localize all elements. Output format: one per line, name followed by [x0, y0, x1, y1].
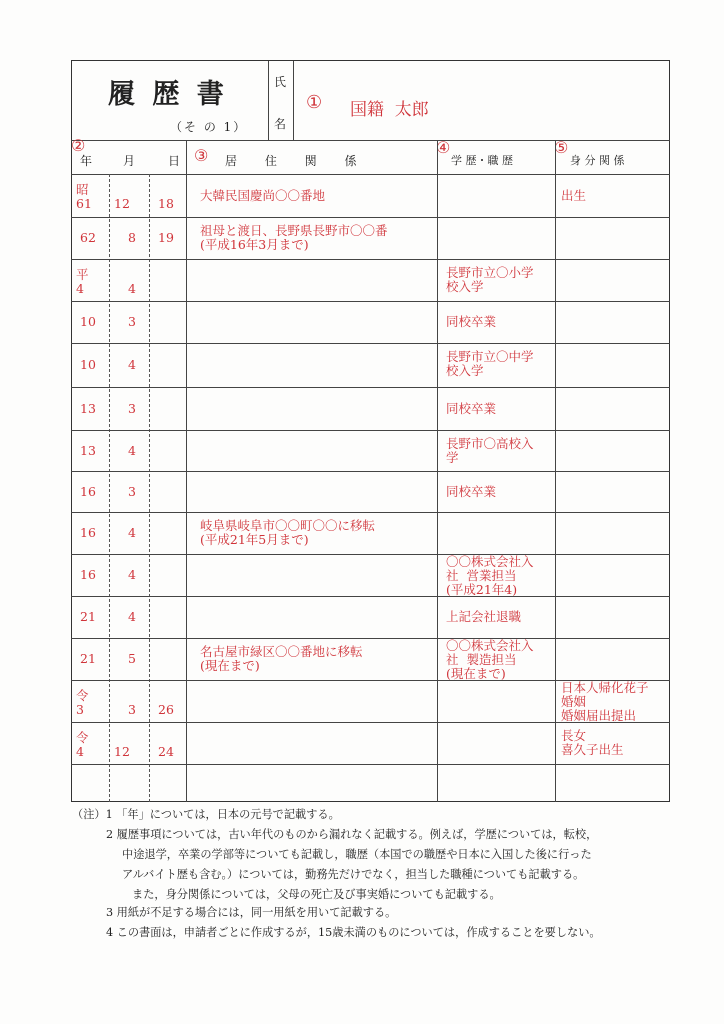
residence-text: (現在まで) — [200, 658, 260, 673]
note-2-cont-1: 中途退学，卒業の学部等についても記載し，職歴（本国での職歴や日本に入国した後に行った — [122, 848, 592, 861]
col-line-month — [109, 174, 110, 802]
row-separator — [71, 217, 670, 218]
status-text: 出生 — [561, 187, 587, 203]
row-separator — [71, 259, 670, 260]
education-text: 社 営業担当 — [446, 568, 517, 583]
education-text: 長野市立〇小学 — [446, 265, 534, 280]
residence-text: 大韓民国慶尚〇〇番地 — [200, 187, 326, 203]
row-separator — [71, 512, 670, 513]
note-1: （注）1 「年」については，日本の元号で記載する。 — [72, 808, 340, 821]
residence-marker: ③ — [194, 146, 209, 165]
education-text: 同校卒業 — [446, 314, 497, 329]
row-separator — [71, 301, 670, 302]
date-month: 8 — [128, 230, 136, 245]
name-label-2: 名 — [274, 117, 287, 131]
row-separator — [71, 387, 670, 388]
date-year: 16 — [80, 525, 96, 540]
row-separator — [71, 343, 670, 344]
date-year: 3 — [76, 702, 84, 717]
date-month: 3 — [128, 314, 136, 329]
date-year: 16 — [80, 483, 96, 499]
status-text: 婚姻 — [561, 694, 587, 709]
status-marker: ⑤ — [554, 138, 569, 157]
name-label-1: 氏 — [274, 75, 287, 89]
date-month: 4 — [128, 567, 136, 582]
date-day: 19 — [158, 230, 174, 245]
residence-text: 祖母と渡日、長野県長野市〇〇番 — [200, 223, 388, 238]
education-text: 同校卒業 — [446, 400, 497, 416]
education-text: 同校卒業 — [446, 483, 497, 499]
date-day: 26 — [158, 702, 174, 717]
date-month: 5 — [128, 651, 136, 666]
education-marker: ④ — [436, 138, 451, 157]
row-separator — [71, 430, 670, 431]
date-month: 4 — [128, 609, 136, 624]
date-day: 24 — [158, 744, 174, 759]
date-month: 3 — [128, 702, 136, 717]
date-month: 12 — [114, 744, 130, 759]
status-text: 喜久子出生 — [561, 742, 624, 757]
header-divider-1 — [268, 61, 269, 140]
education-text: 長野市〇高校入 — [446, 436, 534, 451]
form-title: 履 歴 書 — [108, 79, 228, 110]
date-month: 3 — [128, 483, 136, 499]
date-year: 4 — [76, 744, 84, 759]
date-month: 12 — [114, 196, 130, 211]
residence-text: (平成16年3月まで) — [200, 237, 309, 252]
col-education: 学 歴・職 歴 — [451, 154, 513, 167]
date-era: 昭 — [76, 182, 89, 197]
col-day: 日 — [168, 154, 182, 168]
education-text: 〇〇株式会社入 — [446, 554, 534, 569]
col-line-day — [149, 174, 150, 802]
row-separator — [71, 471, 670, 472]
col-residence: 居 住 関 係 — [225, 154, 358, 168]
note-3: 3 用紙が不足する場合には，同一用紙を用いて記載する。 — [106, 906, 397, 919]
name-value: 国籍 太郎 — [350, 100, 429, 120]
education-text: 学 — [446, 450, 459, 465]
date-era: 令 — [76, 688, 89, 703]
status-text: 日本人帰化花子 — [561, 680, 649, 695]
status-text: 長女 — [561, 728, 587, 743]
status-text: 婚姻届出提出 — [561, 708, 637, 723]
date-year: 21 — [80, 609, 96, 624]
date-year: 61 — [76, 196, 92, 211]
date-year: 13 — [80, 442, 96, 458]
header-divider-2 — [293, 61, 294, 140]
education-text: 校入学 — [446, 363, 484, 378]
note-2: 2 履歴事項については，古い年代のものから漏れなく記載する。例えば，学歴については，転校， — [106, 828, 598, 841]
col-year: 年 — [80, 154, 94, 168]
header-bottom-line — [71, 140, 670, 141]
col-status: 身 分 関 係 — [570, 154, 625, 167]
residence-text: 名古屋市緑区〇〇番地に移転 — [200, 644, 363, 659]
note-2-cont-2: アルバイト歴も含む。）については，勤務先だけでなく，担当した職種についても記載する。 — [122, 868, 585, 881]
date-year: 13 — [80, 400, 96, 416]
education-text: 長野市立〇中学 — [446, 349, 534, 364]
date-month: 3 — [128, 400, 136, 416]
row-separator — [71, 764, 670, 765]
row-separator — [71, 554, 670, 555]
name-marker: ① — [306, 92, 323, 113]
education-text: (平成21年4) — [446, 582, 518, 597]
residence-text: 岐阜県岐阜市〇〇町〇〇に移転 — [200, 518, 376, 533]
note-4: 4 この書面は，申請者ごとに作成するが，15歳未満のものについては，作成することを要しない。 — [106, 926, 601, 939]
note-2-cont-3: また，身分関係については，父母の死亡及び事実婚についても記載する。 — [132, 888, 501, 901]
education-text: (現在まで) — [446, 666, 506, 681]
date-year: 62 — [80, 230, 96, 245]
date-month: 4 — [128, 357, 136, 372]
date-year: 21 — [80, 651, 96, 666]
date-marker: ② — [71, 136, 86, 155]
date-year: 4 — [76, 281, 84, 296]
row-separator — [71, 638, 670, 639]
residence-text: (平成21年5月まで) — [200, 532, 309, 547]
row-separator — [71, 596, 670, 597]
education-text: 〇〇株式会社入 — [446, 638, 534, 653]
date-era: 令 — [76, 730, 89, 745]
date-day: 18 — [158, 196, 174, 211]
col-month: 月 — [123, 154, 137, 168]
education-text: 校入学 — [446, 279, 484, 294]
education-text: 上記会社退職 — [446, 609, 522, 624]
date-month: 4 — [128, 281, 136, 296]
date-month: 4 — [128, 442, 136, 458]
date-year: 10 — [80, 314, 96, 329]
education-text: 社 製造担当 — [446, 652, 517, 667]
date-year: 16 — [80, 567, 96, 582]
column-header-bottom-line — [71, 174, 670, 175]
date-month: 4 — [128, 525, 136, 540]
form-subtitle: （そ の 1） — [170, 120, 248, 134]
date-era: 平 — [76, 267, 89, 282]
date-year: 10 — [80, 357, 96, 372]
